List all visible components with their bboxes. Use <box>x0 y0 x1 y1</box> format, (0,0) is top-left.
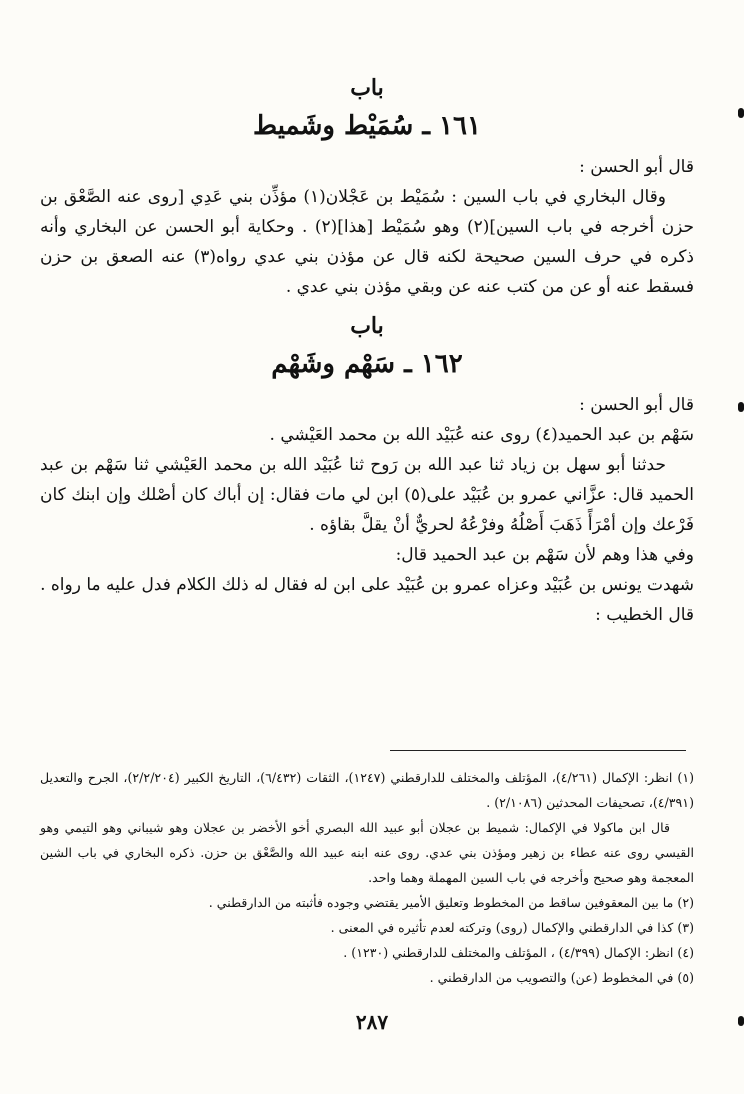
entry-161 <box>40 70 694 302</box>
footnote: قال ابن ماكولا في الإكمال: شميط بن عجلان أبو عبيد الله البصري أخو الأخضر بن عجلان وهو شيباني وهو التيمي وهو القيسي روى عنه عطاء بن زهير ومؤذن بني عدي. روى عنه ابنه عبيد الله والصَّعْق بن حزن. ذكره البخاري في باب الشين المعجمة وهو صحيح وأخرجه في باب السين المهملة وهما واحد. <box>40 820 694 885</box>
speaker-line: قال أبو الحسن : <box>579 157 694 177</box>
body-paragraph: سَهْم بن عبد الحميد(٤) روى عنه عُبَيْد الله بن محمد العَيْشي . <box>269 425 694 445</box>
margin-mark <box>738 402 744 412</box>
entry-title: ١٦١ ـ سُمَيْط وشَميط <box>253 111 481 141</box>
footnote-separator <box>390 750 686 751</box>
footnotes <box>40 765 694 990</box>
margin-mark <box>738 108 744 118</box>
footnote: (٢) ما بين المعقوفين ساقط من المخطوط وتعليق الأمير يقتضي وجوده فأثبته من الدارقطني . <box>208 895 694 910</box>
page-body <box>40 70 694 636</box>
footnote: (٥) في المخطوط (عن) والتصويب من الدارقطني . <box>429 970 694 985</box>
body-paragraph: وفي هذا وهم لأن سَهْم بن عبد الحميد قال: <box>395 545 694 565</box>
footnote: (٣) كذا في الدارقطني والإكمال (روى) وتركته لعدم تأثيره في المعنى . <box>330 920 694 935</box>
chapter-heading: باب <box>350 75 384 101</box>
footnote: (٤) انظر: الإكمال (٤/٣٩٩) ، المؤتلف والمختلف للدارقطني (١٢٣٠) . <box>343 945 694 960</box>
speaker-line: قال أبو الحسن : <box>579 395 694 415</box>
page-number: ٢٨٧ <box>355 1010 389 1034</box>
margin-mark <box>738 1016 744 1026</box>
entry-162 <box>40 308 694 630</box>
body-paragraph: قال الخطيب : <box>595 605 694 625</box>
body-paragraph: وقال البخاري في باب السين : سُمَيْط بن عَجْلان(١) مؤذِّن بني عَدِي [روى عنه الصَّعْق بن حزن أخرجه في باب السين](٢) وهو سُمَيْط [هذا](٢) . وحكاية أبو الحسن عن البخاري وأنه ذكره في حرف السين صحيحة لكنه قال عن مؤذن بني عدي رواه(٣) عنه الصعق بن حزن فسقط عنه أو عن من كتب عنه عن وبقي مؤذن بني عدي . <box>40 187 694 297</box>
footnote: (١) انظر: الإكمال (٤/٢٦١)، المؤتلف والمختلف للدارقطني (١٢٤٧)، الثقات (٦/٤٣٢)، التاريخ الكبير (٢/٢/٢٠٤)، الجرح والتعديل (٤/٣٩١)، تصحيفات المحدثين (٢/١٠٨٦) . <box>40 770 695 810</box>
body-paragraph: شهدت يونس بن عُبَيْد وعزاه عمرو بن عُبَيْد على ابن له فقال له ذلك الكلام فدل عليه ما رواه . <box>40 575 694 595</box>
entry-title: ١٦٢ ـ سَهْم وشَهْم <box>271 349 463 379</box>
body-paragraph: حدثنا أبو سهل بن زياد ثنا عبد الله بن رَوح ثنا عُبَيْد الله بن محمد العَيْشي ثنا سَهْم بن عبد الحميد قال: عزَّاني عمرو بن عُبَيْد على(٥) ابن لي مات فقال: إن أباك كان أصْلك وإن ابنك كان فَرْعك وإن أمْرَأً ذَهَبَ أَصْلُهُ وفرْعُهُ لحريٌّ أنْ يقلَّ بقاؤه . <box>40 455 694 535</box>
chapter-heading: باب <box>350 313 384 339</box>
